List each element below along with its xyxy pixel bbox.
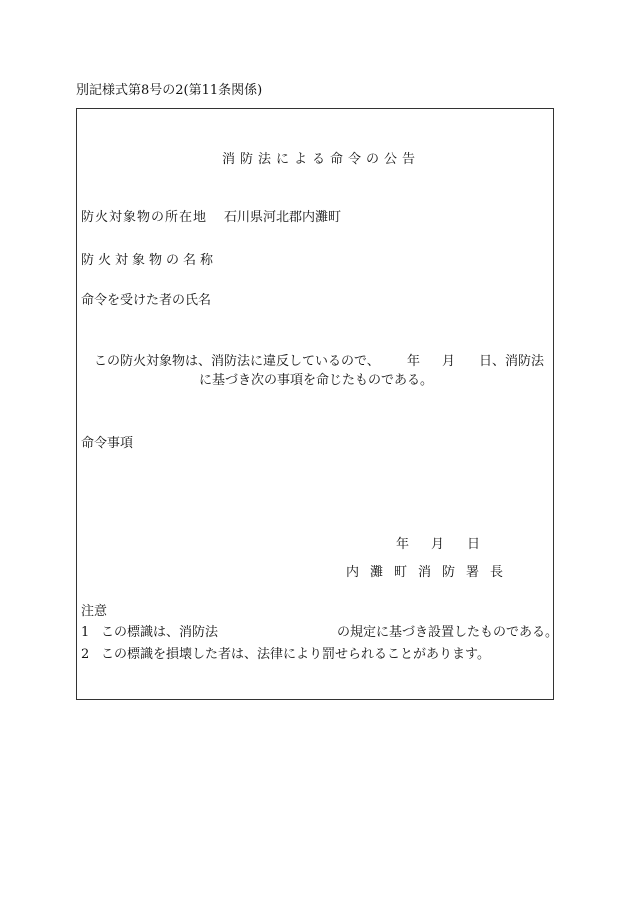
note-1-text-a: この標識は、消防法 (101, 625, 219, 640)
notice-form (76, 108, 554, 700)
notes-heading: 注意 (81, 604, 108, 619)
note-1-number: 1 (81, 625, 90, 640)
date-year: 年 (396, 537, 410, 552)
note-1-text-b: の規定に基づき設置したものである。 (337, 625, 559, 640)
note-2-number: 2 (81, 647, 90, 662)
note-2-text: この標識を損壊した者は、法律により罰せられることがあります。 (101, 647, 490, 662)
date-day: 日 (467, 537, 481, 552)
issuer-name: 内灘町消防署長 (346, 565, 515, 580)
body-line1: この防火対象物は、消防法に違反しているので、 (94, 354, 380, 369)
form-id-caption: 別記様式第8号の2(第11条関係) (76, 83, 263, 98)
body-year: 年 (407, 354, 421, 369)
body-day: 日、消防法 (479, 354, 545, 369)
order-heading: 命令事項 (81, 436, 134, 451)
body-month: 月 (442, 354, 456, 369)
form-title: 消防法による命令の公告 (222, 152, 421, 167)
name-label: 防火対象物の名称 (81, 253, 218, 268)
date-month: 月 (431, 537, 445, 552)
body-line2: に基づき次の事項を命じたものである。 (199, 373, 434, 388)
location-value: 石川県河北郡内灘町 (224, 210, 342, 225)
location-label: 防火対象物の所在地 (81, 210, 208, 225)
recipient-label: 命令を受けた者の氏名 (81, 293, 212, 308)
